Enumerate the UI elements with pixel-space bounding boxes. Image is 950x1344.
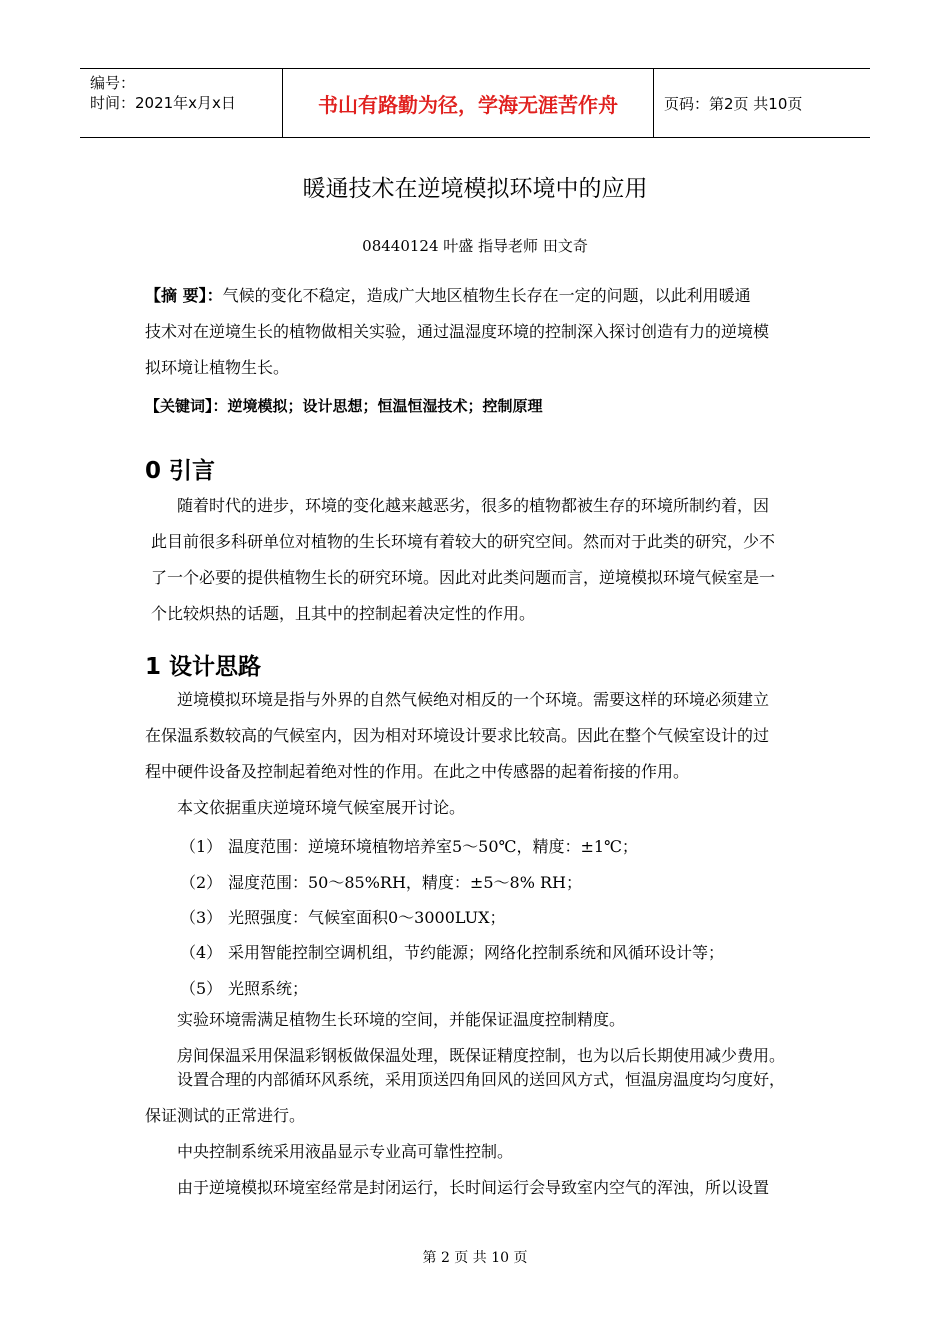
section-heading: 1 设计思路 [145,654,262,680]
list-item [180,870,582,893]
list-item [180,976,308,999]
header-motto: 书山有路勤为径，学海无涯苦作舟 [282,69,654,137]
document-title: 暖通技术在逆境模拟环境中的应用 [302,176,648,202]
paragraph-line: 了一个必要的提供植物生长的研究环境。因此对此类问题而言，逆境模拟环境气候室是一 [151,568,776,587]
page-footer: 第 2 页 共 10 页 [422,1250,528,1266]
paragraph-line: 房间保温采用保温彩钢板做保温处理，既保证精度控制，也为以后长期使用减少费用。 [177,1046,786,1065]
paragraph-line: 本文依据重庆逆境环境气候室展开讨论。 [177,798,466,817]
paragraph-line: 此目前很多科研单位对植物的生长环境有着较大的研究空间。然而对于此类的研究，少不 [151,532,776,551]
abstract-line: 气候的变化不稳定，造成广大地区植物生长存在一定的问题，以此利用暖通 [222,286,751,305]
header-meta [80,69,282,137]
list-item-text: 光照强度：气候室面积0～3000LUX； [228,908,506,927]
list-item [180,940,724,963]
paragraph-line: 中央控制系统采用液晶显示专业高可靠性控制。 [177,1142,514,1161]
list-item-number: （1） [180,837,223,856]
list-item-number: （3） [180,908,223,927]
paragraph-line: 程中硬件设备及控制起着绝对性的作用。在此之中传感器的起着衔接的作用。 [145,762,690,781]
list-item-number: （4） [180,943,223,962]
document-header [80,68,870,138]
list-item-text: 光照系统； [228,979,309,998]
paragraph-line: 实验环境需满足植物生长环境的空间，并能保证温度控制精度。 [177,1010,626,1029]
list-item-number: （5） [180,979,223,998]
list-item [180,834,638,857]
list-item-text: 采用智能控制空调机组，节约能源；网络化控制系统和风循环设计等； [228,943,725,962]
paragraph-line: 在保温系数较高的气候室内，因为相对环境设计要求比较高。因此在整个气候室设计的过 [145,726,770,745]
header-page-info: 页码：第2页 共10页 [664,94,803,113]
abstract-label: 【摘 要】： [145,286,223,305]
document-date: 时间：2021年x月x日 [90,94,236,112]
abstract-line: 拟环境让植物生长。 [145,358,290,377]
paragraph-line: 设置合理的内部循环风系统，采用顶送四角回风的送回风方式，恒温房温度均匀度好， [177,1070,786,1089]
paragraph-line: 随着时代的进步，环境的变化越来越恶劣，很多的植物都被生存的环境所制约着，因 [177,496,770,515]
list-item-number: （2） [180,873,223,892]
abstract [145,278,815,314]
document-number-label: 编号： [90,74,136,92]
paragraph-line: 个比较炽热的话题，且其中的控制起着决定性的作用。 [151,604,536,623]
list-item [180,905,506,928]
paragraph-line: 保证测试的正常进行。 [145,1106,306,1125]
paragraph-line: 由于逆境模拟环境室经常是封闭运行，长时间运行会导致室内空气的浑浊，所以设置 [177,1178,770,1197]
list-item-text: 温度范围：逆境环境植物培养室5～50℃，精度：±1℃； [228,837,638,856]
section-heading: 0 引言 [145,458,216,484]
author-line: 08440124 叶盛 指导老师 田文奇 [362,237,588,255]
paragraph-line: 逆境模拟环境是指与外界的自然气候绝对相反的一个环境。需要这样的环境必须建立 [177,690,770,709]
list-item-text: 湿度范围：50～85%RH，精度：±5～8% RH； [228,873,582,892]
abstract-line: 技术对在逆境生长的植物做相关实验，通过温湿度环境的控制深入探讨创造有力的逆境模 [145,322,770,341]
keywords: 【关键词】：逆境模拟；设计思想；恒温恒湿技术；控制原理 [145,397,543,415]
